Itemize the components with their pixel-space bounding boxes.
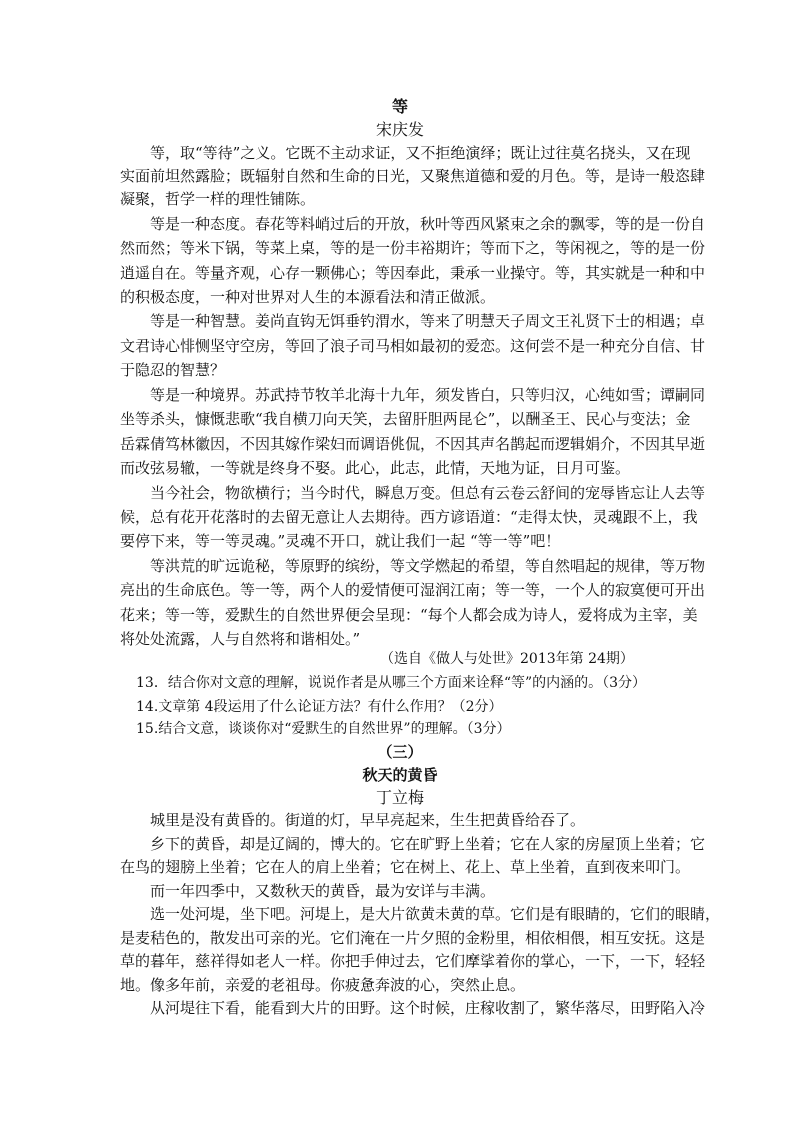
article-title: 等 <box>391 97 408 116</box>
section-title: 秋天的黄昏 <box>362 766 438 784</box>
paragraph-line: 等，取“等待”之义。它既不主动求证，又不拒绝演绎；既让过往莫名挠头，又在现 <box>120 144 691 162</box>
question-13: 13．结合你对文意的理解，说说作者是从哪三个方面来诠释“等”的内涵的。（3分） <box>136 675 647 691</box>
paragraph-line: 岳霖倩笃林徽因，不因其嫁作梁妇而调语佻侃，不因其声名鹊起而逻辑娟介，不因其早逝 <box>120 435 706 453</box>
paragraph-line: 当今社会，物欲横行；当今时代，瞬息万变。但总有云卷云舒间的宠辱皆忘让人去等 <box>120 484 706 502</box>
paragraph-line: 等洪荒的旷远诡秘，等原野的缤纷，等文学燃起的希望，等自然唱起的规律，等万物 <box>120 557 706 575</box>
section-number: （三） <box>377 743 423 761</box>
paragraph-line: 于隐忍的智慧？ <box>120 361 226 379</box>
section-author: 丁立梅 <box>375 788 424 807</box>
paragraph-line: 逍遥自在。等量齐观，心存一颗佛心；等因奉此，秉承一业操守。等，其实就是一种和中 <box>120 264 706 282</box>
paragraph-line: 从河堤往下看，能看到大片的田野。这个时候，庄稼收割了，繁华落尽，田野陷入冷 <box>120 999 706 1017</box>
paragraph-line: 而改弦易辙，一等就是终身不娶。此心，此志，此情，天地为证，日月可鉴。 <box>120 459 631 477</box>
paragraph-line: 坐等杀头，慷慨悲歌“我自横刀向天笑，去留肝胆两昆仑”，以酬圣王、民心与变法；金 <box>120 410 691 428</box>
paragraph-line: 将处处流露，人与自然将和谐相处。” <box>120 630 361 648</box>
paragraph-line: 文君诗心悱恻坚守空房，等回了浪子司马相如最初的爱恋。这何尝不是一种充分自信、甘 <box>120 337 706 355</box>
paragraph-line: 等是一种态度。春花等料峭过后的开放，秋叶等西风紧束之余的飘零，等的是一份自 <box>120 215 706 233</box>
paragraph-line: 选一处河堤，坐下吧。河堤上，是大片欲黄未黄的草。它们是有眼睛的，它们的眼睛， <box>120 905 721 923</box>
paragraph-line: 花来；等一等，爱默生的自然世界便会呈现：“每个人都会成为诗人，爱将成为主宰，美 <box>120 606 698 624</box>
paragraph-line: 城里是没有黄昏的。街道的灯，早早亮起来，生生把黄昏给吞了。 <box>120 811 586 829</box>
question-15: 15.结合文意，谈谈你对“爱默生的自然世界”的理解。（3分） <box>136 721 511 737</box>
paragraph-line: 在鸟的翅膀上坐着；它在人的肩上坐着；它在树上、花上、草上坐着，直到夜来叩门。 <box>120 858 691 876</box>
paragraph-line: 凝聚，哲学一样的理性铺陈。 <box>120 190 316 208</box>
paragraph-line: 等是一种智慧。姜尚直钩无饵垂钓渭水，等来了明慧天子周文王礼贤下士的相遇；卓 <box>120 312 706 330</box>
paragraph-line: 等是一种境界。苏武持节牧羊北海十九年，须发皆白，只等归汉，心纯如雪；谭嗣同 <box>120 386 706 404</box>
article-author: 宋庆发 <box>375 120 424 139</box>
paragraph-line: 然而然；等米下锅，等菜上桌，等的是一份丰裕期许；等而下之，等闲视之，等的是一份 <box>120 239 706 257</box>
paragraph-line: 亮出的生命底色。等一等，两个人的爱情便可湿润江南；等一等，一个人的寂寞便可开出 <box>120 581 706 599</box>
paragraph-line: 的积极态度，一种对世界对人生的本源看法和清正做派。 <box>120 288 496 306</box>
paragraph-line: 草的暮年，慈祥得如老人一样。你把手伸过去，它们摩挲着你的掌心，一下，一下，轻轻 <box>120 952 706 970</box>
paragraph-line: 而一年四季中，又数秋天的黄昏，最为安详与丰满。 <box>120 882 496 900</box>
question-14: 14.文章第 4段运用了什么论证方法？有什么作用？（2分） <box>136 699 503 715</box>
paragraph-line: 地。像多年前，亲爱的老祖母。你疲惫奔波的心，突然止息。 <box>120 976 526 994</box>
paragraph-line: 候，总有花开花落时的去留无意让人去期待。西方谚语道：“走得太快，灵魂跟不上，我 <box>120 508 698 526</box>
paragraph-line: 乡下的黄昏，却是辽阔的，博大的。它在旷野上坐着；它在人家的房屋顶上坐着；它 <box>120 835 706 853</box>
paragraph-line: 实面前坦然露脸；既辐射自然和生命的日光，又聚焦道德和爱的月色。等，是诗一般恣肆 <box>120 167 706 185</box>
paragraph-line: 是麦秸色的，散发出可亲的光。它们淹在一片夕照的金粉里，相依相偎，相互安抚。这是 <box>120 929 706 947</box>
article-source: （选自《做人与处世》2013年第 24期） <box>380 651 634 667</box>
paragraph-line: 要停下来，等一等灵魂。”灵魂不开口，就让我们一起 “等一等”吧！ <box>120 532 561 550</box>
